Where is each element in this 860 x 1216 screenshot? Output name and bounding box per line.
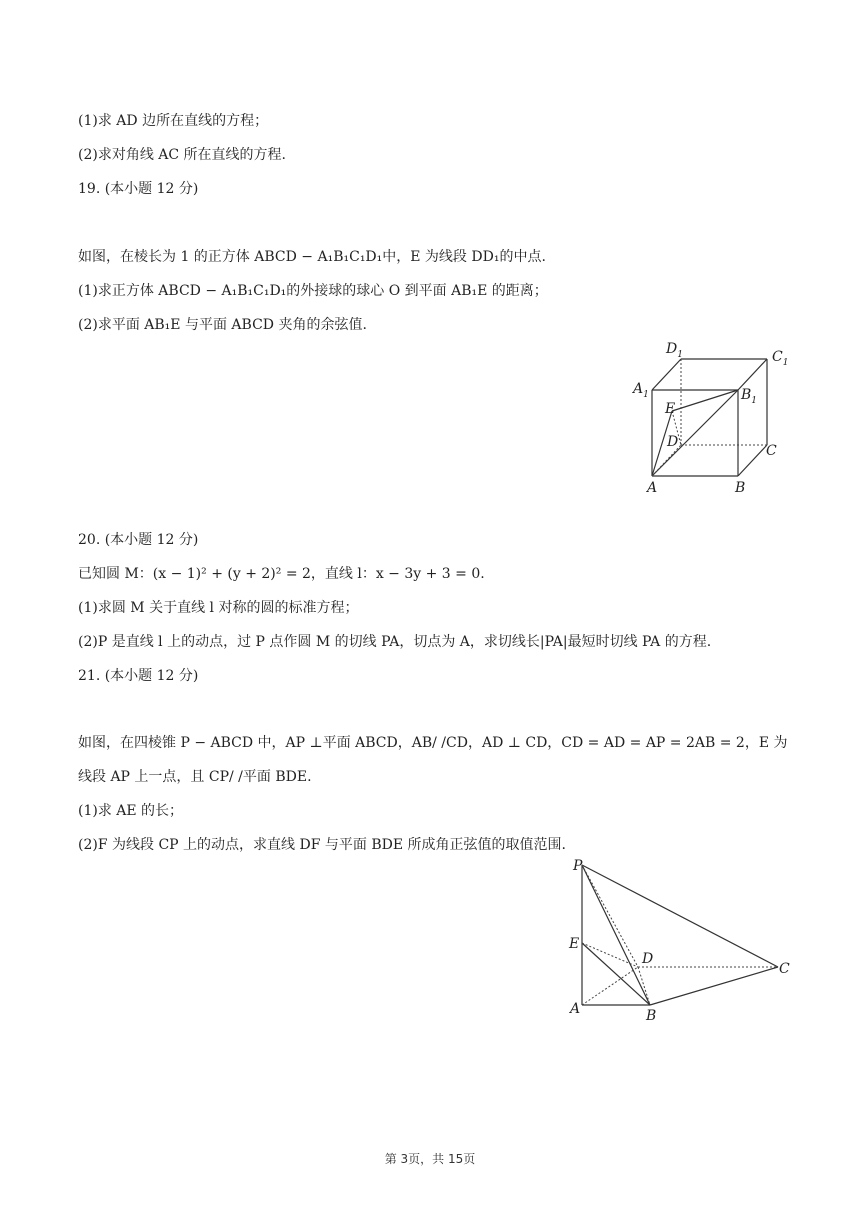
label-d: D — [667, 434, 679, 450]
label-c1: $C_1$ — [772, 349, 789, 368]
problem21-stem-line2: 线段 AP 上一点，且 CP/ /平面 BDE. — [78, 769, 312, 785]
label-a: A — [647, 480, 658, 496]
problem21-part2: (2)F 为线段 CP 上的动点，求直线 DF 与平面 BDE 所成角正弦值的取值范围. — [78, 837, 566, 853]
label-c: C — [766, 443, 777, 459]
page-number: 第 3页，共 15页 — [384, 1152, 476, 1166]
label-b2: B — [646, 1008, 657, 1024]
problem20-part2: (2)P 是直线 l 上的动点，过 P 点作圆 M 的切线 PA，切点为 A，求切线长|PA|最短时切线 PA 的方程. — [78, 634, 712, 650]
label-b1: $B_1$ — [741, 387, 758, 406]
cube-figure — [620, 335, 800, 500]
problem21-part1: (1)求 AE 的长； — [78, 803, 184, 819]
problem21-header: 21. (本小题 12 分) — [78, 668, 199, 684]
problem20-part1: (1)求圆 M 关于直线 l 对称的圆的标准方程； — [78, 600, 359, 616]
problem18-part1: (1)求 AD 边所在直线的方程； — [78, 113, 269, 129]
label-p: P — [573, 858, 583, 874]
pyramid-figure — [560, 855, 800, 1025]
label-a1: $A_1$ — [633, 381, 649, 400]
label-b: B — [735, 480, 746, 496]
label-e2: E — [569, 936, 580, 952]
problem19-stem: 如图，在棱长为 1 的正方体 ABCD − A₁B₁C₁D₁中，E 为线段 DD₁的中点. — [78, 249, 546, 265]
problem21-stem-line1: 如图，在四棱锥 P − ABCD 中，AP ⊥平面 ABCD，AB/ /CD，AD ⊥ CD，CD = AD = AP = 2AB = 2，E 为 — [78, 735, 788, 751]
problem19-part2: (2)求平面 AB₁E 与平面 ABCD 夹角的余弦值. — [78, 317, 367, 333]
problem20-header: 20. (本小题 12 分) — [78, 532, 199, 548]
problem19-part1: (1)求正方体 ABCD − A₁B₁C₁D₁的外接球的球心 O 到平面 AB₁E 的距离； — [78, 283, 548, 299]
label-e: E — [665, 401, 676, 417]
problem18-part2: (2)求对角线 AC 所在直线的方程. — [78, 147, 287, 163]
label-a2: A — [570, 1001, 581, 1017]
problem19-header: 19. (本小题 12 分) — [78, 181, 199, 197]
problem20-stem: 已知圆 M：(x − 1)² + (y + 2)² = 2，直线 l：x − 3y + 3 = 0. — [78, 566, 485, 582]
label-d1: $D_1$ — [666, 341, 683, 360]
label-d2: D — [642, 951, 654, 967]
label-c2: C — [779, 961, 790, 977]
